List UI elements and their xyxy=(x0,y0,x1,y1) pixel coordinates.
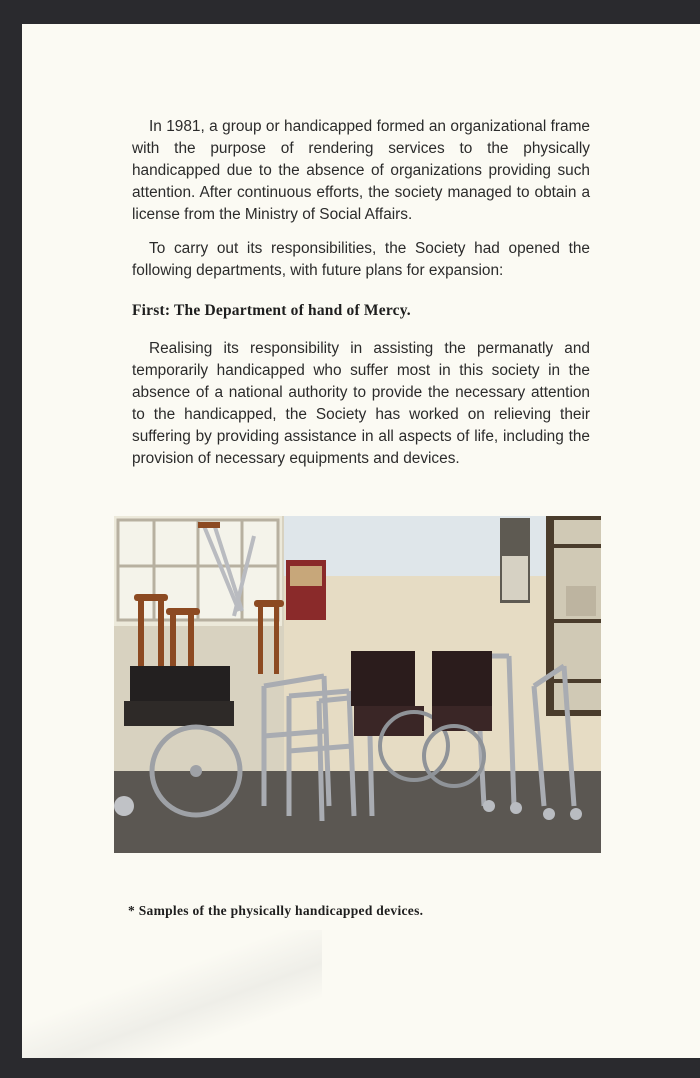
intro-paragraph: In 1981, a group or handicapped formed an organizational frame with the purpose of rendering services to the physically handicapped due to the absence of organizations providing such attention. After continuous efforts, the society managed to obtain a license from the Ministry of Social Affairs. xyxy=(132,118,590,223)
devices-photo xyxy=(114,516,601,853)
section-heading: First: The Department of hand of Mercy. xyxy=(132,302,411,319)
section-paragraph: Realising its responsibility in assisting the permanatly and temporarily handicapped who suffer most in this society in the absence of a national authority to provide the necessary attention to the handicapped, the Society has worked on relieving their suffering by providing assistance in all aspects of life, including the provision of necessary equipments and devices. xyxy=(132,340,590,467)
photo-caption: * Samples of the physically handicapped devices. xyxy=(128,903,424,918)
departments-paragraph: To carry out its responsibilities, the Society had opened the following departments, with future plans for expansion: xyxy=(132,240,590,279)
